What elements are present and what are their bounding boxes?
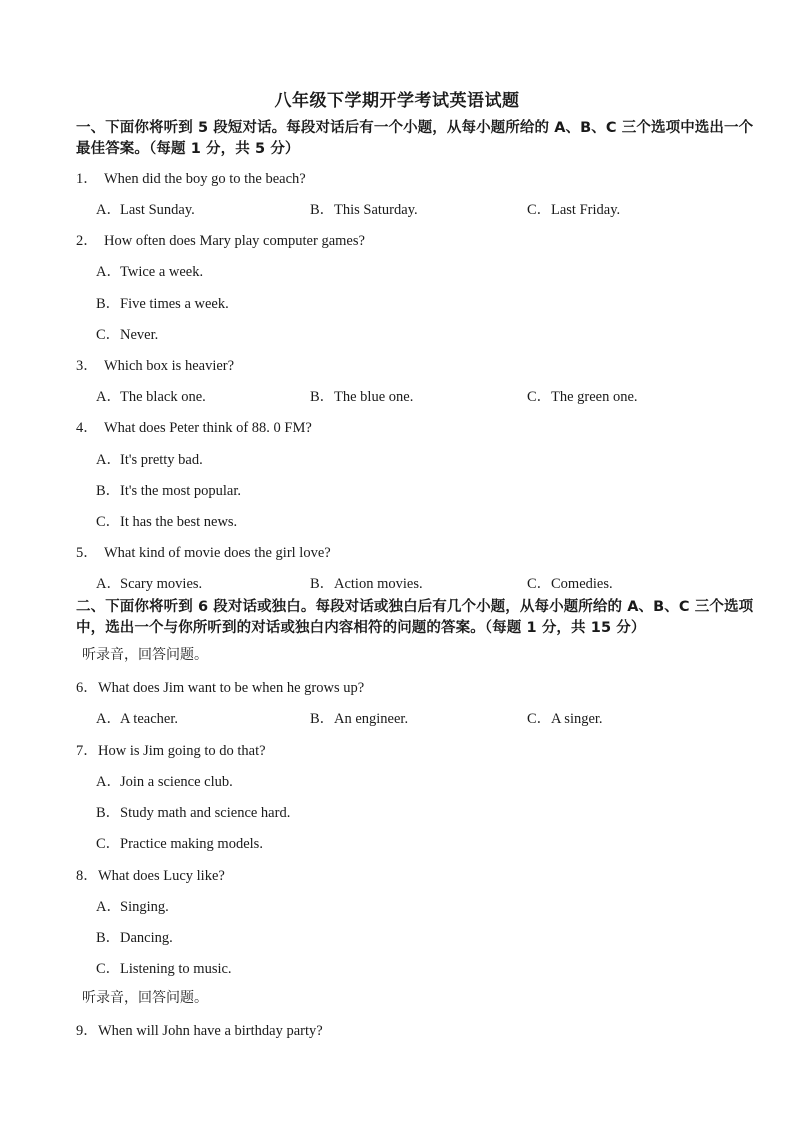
option-4c: C．It has the best news. xyxy=(96,514,238,530)
option-1b: B．This Saturday. xyxy=(310,202,418,218)
question-5: 5． What kind of movie does the girl love? xyxy=(76,545,331,561)
page-title: 八年级下学期开学考试英语试题 xyxy=(274,91,520,111)
option-1c: C．Last Friday. xyxy=(527,202,621,218)
listen-note: 听录音，回答问题。 xyxy=(82,990,208,1006)
option-5b: B．Action movies. xyxy=(310,576,423,592)
question-3: 3． Which box is heavier? xyxy=(76,358,235,374)
option-6a: A．A teacher. xyxy=(96,711,178,727)
option-8c: C．Listening to music. xyxy=(96,961,232,977)
option-1a: A．Last Sunday. xyxy=(96,202,195,218)
option-8a: A．Singing. xyxy=(96,899,169,915)
option-7a: A．Join a science club. xyxy=(96,774,233,790)
option-7b: B．Study math and science hard. xyxy=(96,805,291,821)
option-4b: B．It's the most popular. xyxy=(96,483,242,499)
option-3a: A．The black one. xyxy=(96,389,206,405)
section-1-heading: 一、下面你将听到 5 段短对话。每段对话后有一个小题，从每小题所给的 A、B、C 三个选项中选出一个最佳答案。（每题 1 分，共 5 分） xyxy=(76,120,754,157)
option-5a: A．Scary movies. xyxy=(96,576,203,592)
question-8: 8．What does Lucy like? xyxy=(76,868,225,884)
option-4a: A．It's pretty bad. xyxy=(96,452,203,468)
question-7: 7．How is Jim going to do that? xyxy=(76,743,266,759)
section-2-heading: 二、下面你将听到 6 段对话或独白。每段对话或独白后有几个小题，从每小题所给的 A、B、C 三个选项中，选出一个与你所听到的对话或独白内容相符的问题的答案。（每题 1 分，共 15 分） xyxy=(76,599,754,636)
option-2c: C．Never. xyxy=(96,327,159,343)
question-6: 6．What does Jim want to be when he grows up? xyxy=(76,680,365,696)
option-6c: C．A singer. xyxy=(527,711,603,727)
option-2a: A．Twice a week. xyxy=(96,264,204,280)
listen-note: 听录音，回答问题。 xyxy=(82,647,208,663)
option-2b: B．Five times a week. xyxy=(96,296,229,312)
question-9: 9．When will John have a birthday party? xyxy=(76,1023,323,1039)
option-5c: C．Comedies. xyxy=(527,576,613,592)
option-3b: B．The blue one. xyxy=(310,389,414,405)
option-3c: C．The green one. xyxy=(527,389,638,405)
question-4: 4． What does Peter think of 88. 0 FM? xyxy=(76,420,312,436)
option-7c: C．Practice making models. xyxy=(96,836,263,852)
option-6b: B．An engineer. xyxy=(310,711,409,727)
question-1: 1． When did the boy go to the beach? xyxy=(76,171,306,187)
question-2: 2． How often does Mary play computer games? xyxy=(76,233,365,249)
option-8b: B．Dancing. xyxy=(96,930,173,946)
